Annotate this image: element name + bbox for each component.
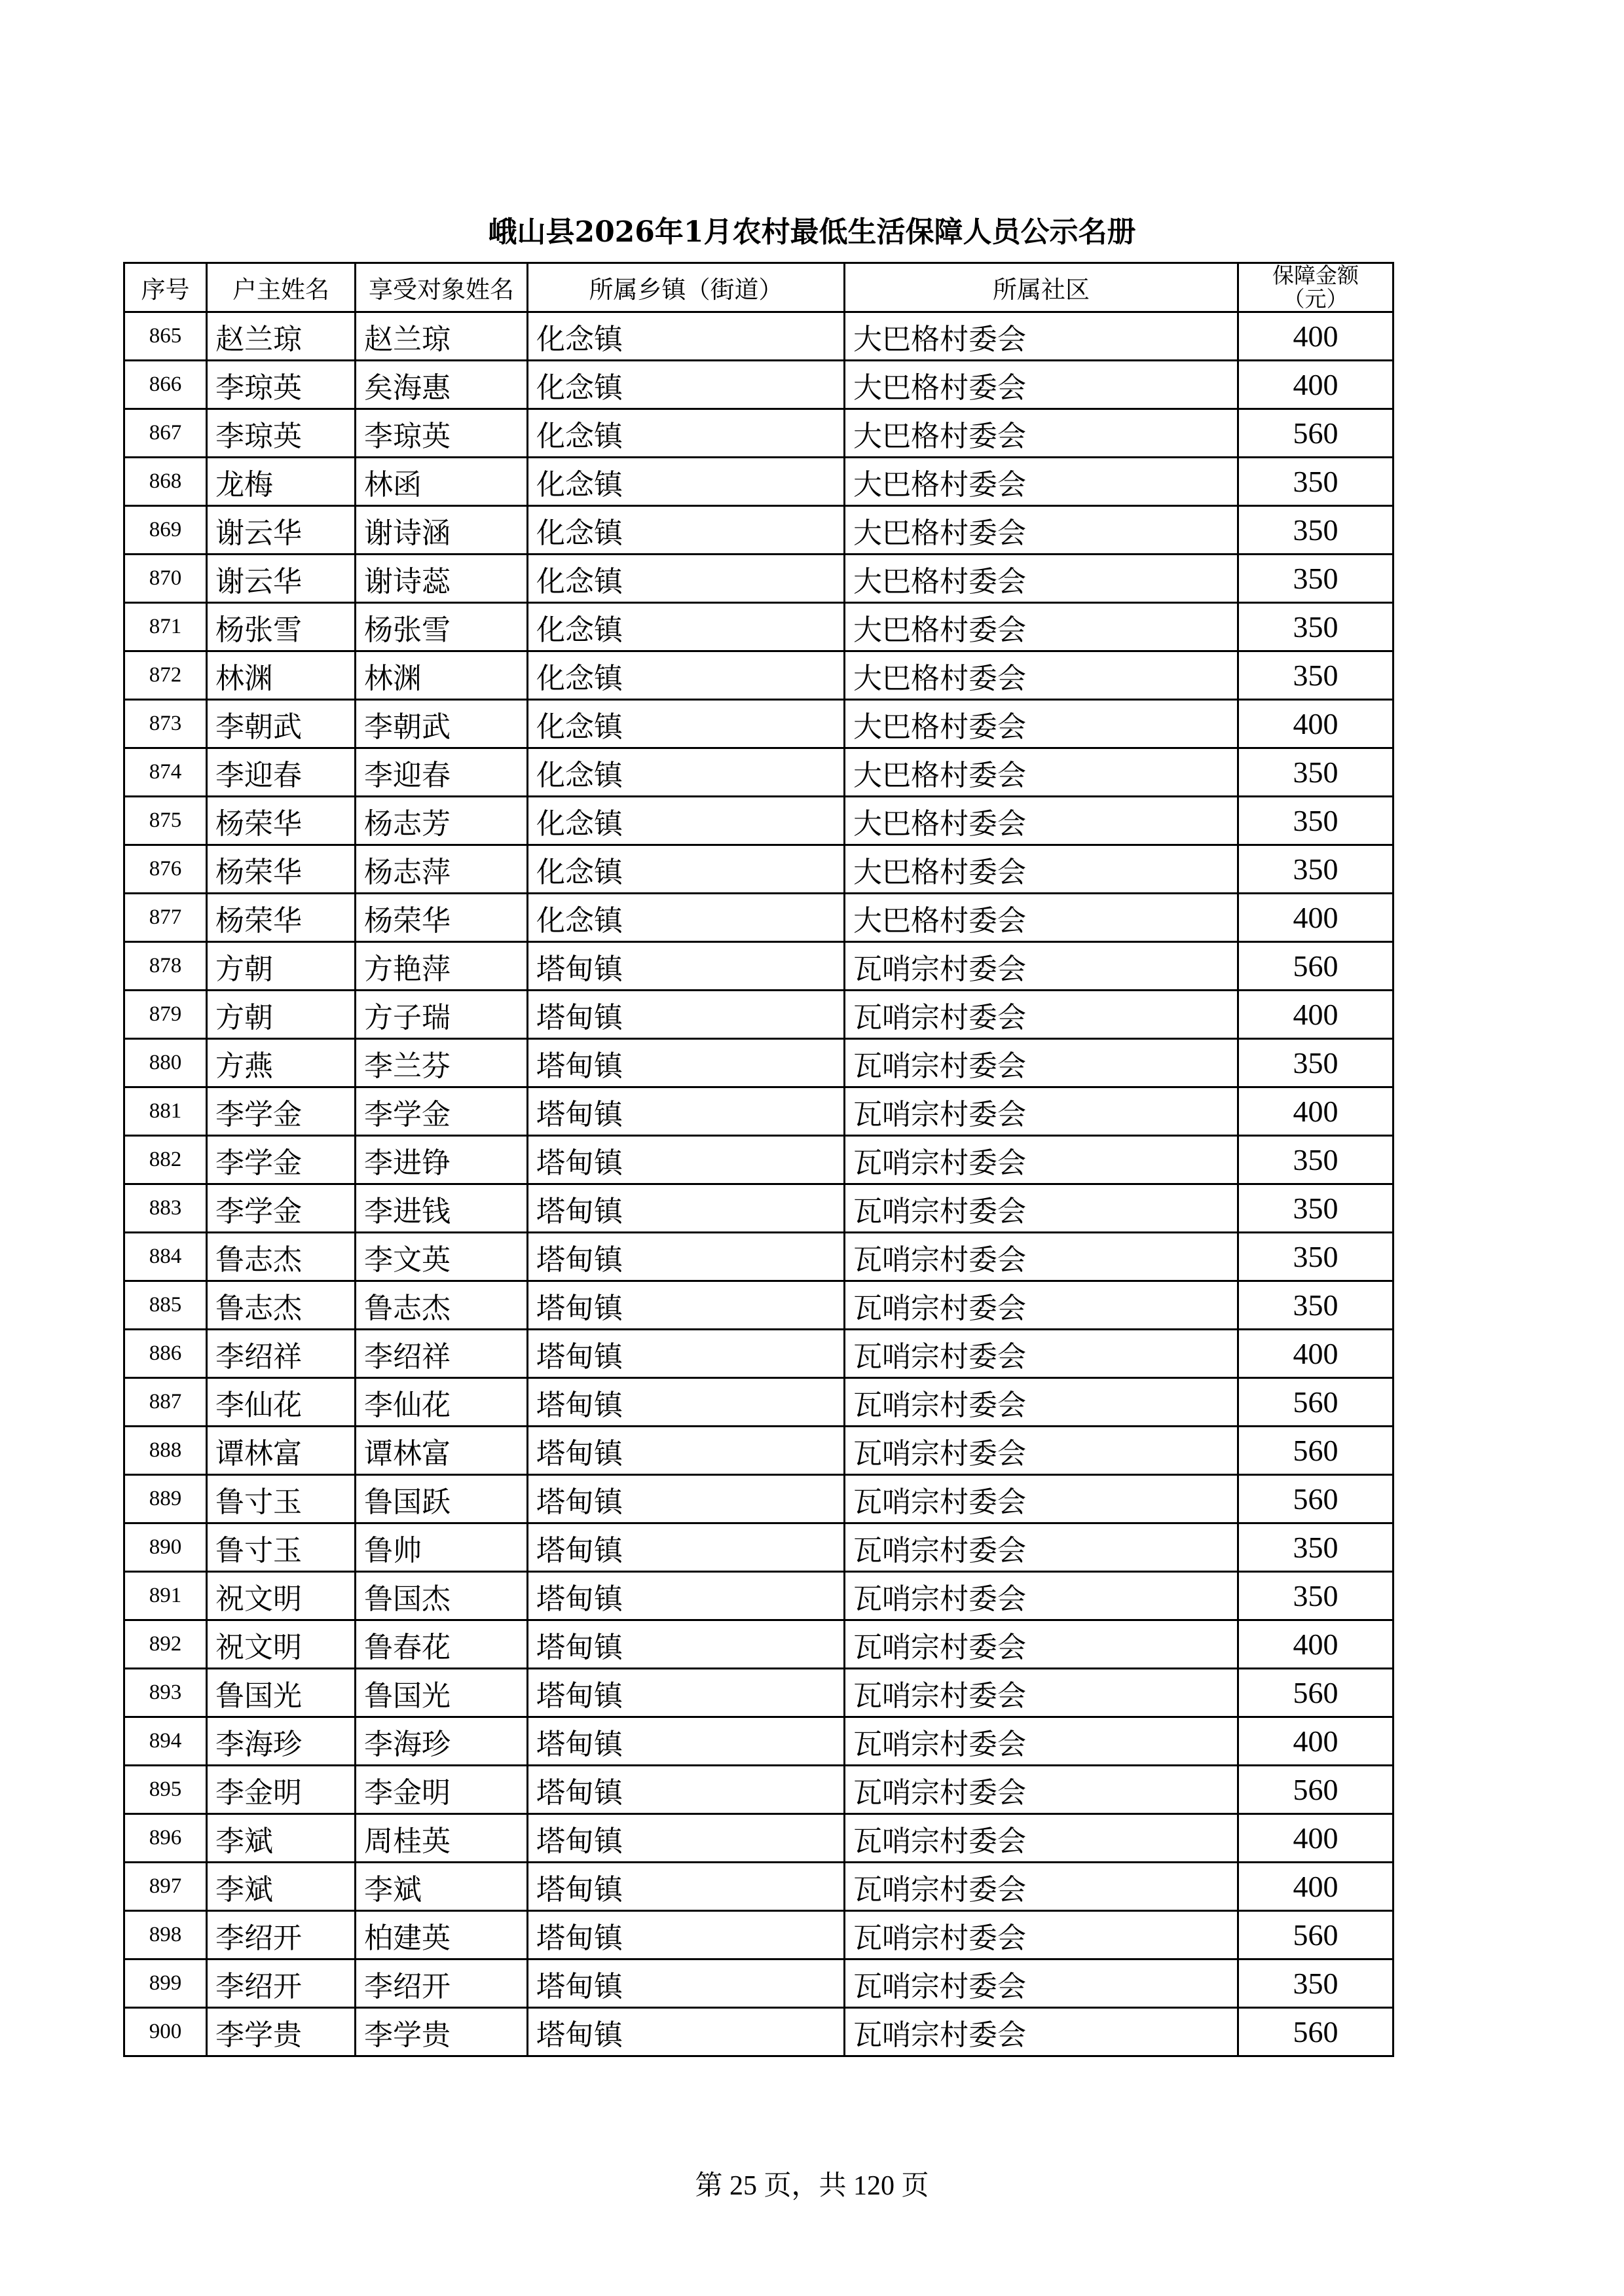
cell-town: 化念镇: [528, 700, 845, 748]
cell-amount: 400: [1238, 1717, 1393, 1766]
cell-amount: 400: [1238, 991, 1393, 1039]
cell-amount: 350: [1238, 1233, 1393, 1281]
table-row: [124, 2008, 1393, 2056]
cell-community: 瓦哨宗村委会: [845, 1911, 1238, 1959]
table-row: [124, 1233, 1393, 1281]
cell-beneficiary-name: 林函: [356, 458, 528, 506]
cell-beneficiary-name: 林渊: [356, 651, 528, 700]
cell-amount: 350: [1238, 1281, 1393, 1330]
cell-beneficiary-name: 周桂英: [356, 1814, 528, 1863]
cell-town: 塔甸镇: [528, 1620, 845, 1669]
table-row: [124, 1717, 1393, 1766]
cell-town: 塔甸镇: [528, 1427, 845, 1475]
cell-beneficiary-name: 李海珍: [356, 1717, 528, 1766]
table-row: [124, 1475, 1393, 1523]
cell-head-name: 方朝: [207, 991, 356, 1039]
cell-beneficiary-name: 杨荣华: [356, 894, 528, 942]
cell-amount: 350: [1238, 1572, 1393, 1620]
cell-amount: 560: [1238, 1911, 1393, 1959]
cell-seq: 886: [124, 1330, 207, 1378]
table-row: [124, 748, 1393, 797]
header-beneficiary-name: 享受对象姓名: [356, 263, 528, 312]
cell-seq: 897: [124, 1863, 207, 1911]
cell-seq: 867: [124, 409, 207, 458]
cell-town: 化念镇: [528, 845, 845, 894]
cell-beneficiary-name: 赵兰琼: [356, 312, 528, 361]
cell-town: 化念镇: [528, 409, 845, 458]
cell-seq: 869: [124, 506, 207, 555]
table-row: [124, 458, 1393, 506]
cell-community: 大巴格村委会: [845, 458, 1238, 506]
cell-seq: 876: [124, 845, 207, 894]
cell-town: 塔甸镇: [528, 1669, 845, 1717]
cell-beneficiary-name: 谢诗涵: [356, 506, 528, 555]
cell-community: 大巴格村委会: [845, 361, 1238, 409]
cell-head-name: 鲁国光: [207, 1669, 356, 1717]
cell-head-name: 谭林富: [207, 1427, 356, 1475]
cell-head-name: 李琼英: [207, 409, 356, 458]
cell-town: 塔甸镇: [528, 1087, 845, 1136]
cell-amount: 350: [1238, 651, 1393, 700]
cell-community: 大巴格村委会: [845, 506, 1238, 555]
cell-amount: 560: [1238, 1427, 1393, 1475]
cell-head-name: 李学金: [207, 1087, 356, 1136]
cell-beneficiary-name: 方子瑞: [356, 991, 528, 1039]
cell-head-name: 李绍祥: [207, 1330, 356, 1378]
cell-head-name: 李学金: [207, 1136, 356, 1184]
cell-town: 化念镇: [528, 506, 845, 555]
cell-seq: 880: [124, 1039, 207, 1087]
cell-seq: 875: [124, 797, 207, 845]
table-row: [124, 1087, 1393, 1136]
cell-amount: 400: [1238, 1863, 1393, 1911]
cell-head-name: 祝文明: [207, 1620, 356, 1669]
cell-seq: 878: [124, 942, 207, 991]
table-row: [124, 506, 1393, 555]
cell-seq: 891: [124, 1572, 207, 1620]
table-row: [124, 942, 1393, 991]
cell-amount: 350: [1238, 1523, 1393, 1572]
cell-seq: 882: [124, 1136, 207, 1184]
table-row: [124, 1959, 1393, 2008]
cell-beneficiary-name: 李进铮: [356, 1136, 528, 1184]
table-row: [124, 1523, 1393, 1572]
table-row: [124, 409, 1393, 458]
cell-beneficiary-name: 鲁帅: [356, 1523, 528, 1572]
cell-head-name: 杨荣华: [207, 845, 356, 894]
cell-seq: 899: [124, 1959, 207, 2008]
cell-amount: 350: [1238, 458, 1393, 506]
cell-community: 瓦哨宗村委会: [845, 942, 1238, 991]
cell-beneficiary-name: 鲁春花: [356, 1620, 528, 1669]
cell-amount: 400: [1238, 1087, 1393, 1136]
table-row: [124, 1184, 1393, 1233]
cell-seq: 895: [124, 1766, 207, 1814]
cell-beneficiary-name: 鲁国光: [356, 1669, 528, 1717]
cell-town: 塔甸镇: [528, 1814, 845, 1863]
cell-community: 大巴格村委会: [845, 797, 1238, 845]
cell-head-name: 谢云华: [207, 555, 356, 603]
header-amount-line1: 保障金额: [1272, 263, 1359, 288]
roster-table: [123, 262, 1394, 2057]
cell-community: 瓦哨宗村委会: [845, 1233, 1238, 1281]
header-town: 所属乡镇（街道）: [528, 263, 845, 312]
cell-seq: 883: [124, 1184, 207, 1233]
cell-amount: 350: [1238, 1184, 1393, 1233]
cell-amount: 350: [1238, 506, 1393, 555]
cell-head-name: 方朝: [207, 942, 356, 991]
table-row: [124, 361, 1393, 409]
cell-beneficiary-name: 谭林富: [356, 1427, 528, 1475]
header-head-name: 户主姓名: [207, 263, 356, 312]
cell-head-name: 李学金: [207, 1184, 356, 1233]
table-row: [124, 1669, 1393, 1717]
cell-community: 瓦哨宗村委会: [845, 1330, 1238, 1378]
cell-town: 塔甸镇: [528, 1717, 845, 1766]
cell-town: 塔甸镇: [528, 1039, 845, 1087]
page-footer: 第 25 页，共 120 页: [695, 2171, 929, 2201]
cell-head-name: 谢云华: [207, 506, 356, 555]
table-row: [124, 651, 1393, 700]
cell-community: 瓦哨宗村委会: [845, 1959, 1238, 2008]
cell-amount: 350: [1238, 555, 1393, 603]
cell-amount: 560: [1238, 942, 1393, 991]
cell-community: 大巴格村委会: [845, 312, 1238, 361]
cell-head-name: 李斌: [207, 1863, 356, 1911]
cell-town: 塔甸镇: [528, 1766, 845, 1814]
cell-community: 瓦哨宗村委会: [845, 1572, 1238, 1620]
cell-town: 塔甸镇: [528, 991, 845, 1039]
cell-community: 瓦哨宗村委会: [845, 1184, 1238, 1233]
cell-community: 瓦哨宗村委会: [845, 991, 1238, 1039]
cell-head-name: 鲁寸玉: [207, 1475, 356, 1523]
cell-beneficiary-name: 杨志芳: [356, 797, 528, 845]
cell-seq: 898: [124, 1911, 207, 1959]
cell-head-name: 鲁志杰: [207, 1233, 356, 1281]
cell-seq: 889: [124, 1475, 207, 1523]
cell-town: 塔甸镇: [528, 1911, 845, 1959]
cell-community: 瓦哨宗村委会: [845, 1717, 1238, 1766]
cell-town: 塔甸镇: [528, 1330, 845, 1378]
cell-community: 大巴格村委会: [845, 894, 1238, 942]
cell-seq: 887: [124, 1378, 207, 1427]
cell-town: 化念镇: [528, 312, 845, 361]
cell-seq: 894: [124, 1717, 207, 1766]
cell-amount: 350: [1238, 845, 1393, 894]
cell-beneficiary-name: 鲁国跃: [356, 1475, 528, 1523]
cell-amount: 560: [1238, 1378, 1393, 1427]
cell-community: 大巴格村委会: [845, 603, 1238, 651]
cell-seq: 877: [124, 894, 207, 942]
cell-seq: 900: [124, 2008, 207, 2056]
cell-community: 瓦哨宗村委会: [845, 1620, 1238, 1669]
cell-seq: 872: [124, 651, 207, 700]
cell-town: 化念镇: [528, 458, 845, 506]
cell-seq: 871: [124, 603, 207, 651]
cell-head-name: 李朝武: [207, 700, 356, 748]
cell-town: 塔甸镇: [528, 1184, 845, 1233]
cell-community: 瓦哨宗村委会: [845, 1281, 1238, 1330]
table-row: [124, 1427, 1393, 1475]
cell-seq: 893: [124, 1669, 207, 1717]
cell-community: 大巴格村委会: [845, 651, 1238, 700]
cell-town: 化念镇: [528, 361, 845, 409]
cell-seq: 874: [124, 748, 207, 797]
cell-head-name: 杨荣华: [207, 894, 356, 942]
cell-beneficiary-name: 鲁志杰: [356, 1281, 528, 1330]
cell-seq: 888: [124, 1427, 207, 1475]
cell-beneficiary-name: 杨张雪: [356, 603, 528, 651]
header-seq: 序号: [124, 263, 207, 312]
cell-town: 塔甸镇: [528, 1863, 845, 1911]
cell-beneficiary-name: 矣海惠: [356, 361, 528, 409]
cell-amount: 350: [1238, 603, 1393, 651]
cell-head-name: 鲁寸玉: [207, 1523, 356, 1572]
table-row: [124, 1330, 1393, 1378]
cell-amount: 400: [1238, 1814, 1393, 1863]
table-row: [124, 1039, 1393, 1087]
cell-seq: 873: [124, 700, 207, 748]
cell-community: 瓦哨宗村委会: [845, 1523, 1238, 1572]
cell-seq: 866: [124, 361, 207, 409]
cell-beneficiary-name: 李进钱: [356, 1184, 528, 1233]
cell-beneficiary-name: 谢诗蕊: [356, 555, 528, 603]
cell-head-name: 方燕: [207, 1039, 356, 1087]
cell-head-name: 李绍开: [207, 1959, 356, 2008]
header-amount: [1238, 263, 1393, 312]
cell-beneficiary-name: 李斌: [356, 1863, 528, 1911]
table-row: [124, 700, 1393, 748]
table-header-row: [124, 263, 1393, 312]
table-row: [124, 1911, 1393, 1959]
table-row: [124, 1136, 1393, 1184]
cell-community: 瓦哨宗村委会: [845, 1766, 1238, 1814]
cell-amount: 400: [1238, 1330, 1393, 1378]
table-row: [124, 312, 1393, 361]
cell-beneficiary-name: 李琼英: [356, 409, 528, 458]
cell-amount: 560: [1238, 1766, 1393, 1814]
cell-beneficiary-name: 方艳萍: [356, 942, 528, 991]
cell-head-name: 杨张雪: [207, 603, 356, 651]
table-row: [124, 894, 1393, 942]
cell-seq: 896: [124, 1814, 207, 1863]
cell-town: 化念镇: [528, 748, 845, 797]
cell-amount: 350: [1238, 1039, 1393, 1087]
cell-town: 化念镇: [528, 797, 845, 845]
table-row: [124, 1766, 1393, 1814]
cell-seq: 885: [124, 1281, 207, 1330]
cell-amount: 400: [1238, 312, 1393, 361]
cell-amount: 350: [1238, 748, 1393, 797]
cell-amount: 350: [1238, 1136, 1393, 1184]
cell-head-name: 李海珍: [207, 1717, 356, 1766]
cell-amount: 560: [1238, 409, 1393, 458]
table-row: [124, 991, 1393, 1039]
cell-town: 化念镇: [528, 894, 845, 942]
cell-community: 瓦哨宗村委会: [845, 1669, 1238, 1717]
cell-town: 塔甸镇: [528, 1378, 845, 1427]
cell-community: 瓦哨宗村委会: [845, 1863, 1238, 1911]
table-row: [124, 1281, 1393, 1330]
cell-beneficiary-name: 李朝武: [356, 700, 528, 748]
cell-community: 大巴格村委会: [845, 700, 1238, 748]
table-row: [124, 1814, 1393, 1863]
cell-head-name: 李学贵: [207, 2008, 356, 2056]
cell-town: 化念镇: [528, 555, 845, 603]
cell-beneficiary-name: 鲁国杰: [356, 1572, 528, 1620]
cell-head-name: 李迎春: [207, 748, 356, 797]
cell-head-name: 李斌: [207, 1814, 356, 1863]
cell-head-name: 李琼英: [207, 361, 356, 409]
cell-community: 瓦哨宗村委会: [845, 1814, 1238, 1863]
header-amount-line2: （元）: [1283, 286, 1348, 312]
cell-seq: 892: [124, 1620, 207, 1669]
cell-amount: 400: [1238, 361, 1393, 409]
cell-head-name: 龙梅: [207, 458, 356, 506]
cell-beneficiary-name: 李学金: [356, 1087, 528, 1136]
cell-amount: 350: [1238, 1959, 1393, 2008]
cell-amount: 400: [1238, 1620, 1393, 1669]
cell-town: 塔甸镇: [528, 1281, 845, 1330]
cell-community: 瓦哨宗村委会: [845, 1087, 1238, 1136]
cell-beneficiary-name: 李文英: [356, 1233, 528, 1281]
cell-beneficiary-name: 杨志萍: [356, 845, 528, 894]
cell-community: 大巴格村委会: [845, 748, 1238, 797]
cell-amount: 560: [1238, 1475, 1393, 1523]
table-row: [124, 555, 1393, 603]
cell-town: 塔甸镇: [528, 1523, 845, 1572]
cell-seq: 879: [124, 991, 207, 1039]
cell-seq: 881: [124, 1087, 207, 1136]
page-title: 峨山县2026年1月农村最低生活保障人员公示名册: [488, 215, 1136, 249]
cell-community: 瓦哨宗村委会: [845, 1039, 1238, 1087]
cell-community: 大巴格村委会: [845, 409, 1238, 458]
cell-head-name: 杨荣华: [207, 797, 356, 845]
cell-community: 大巴格村委会: [845, 845, 1238, 894]
cell-seq: 868: [124, 458, 207, 506]
cell-amount: 350: [1238, 797, 1393, 845]
cell-seq: 870: [124, 555, 207, 603]
table-row: [124, 603, 1393, 651]
table-row: [124, 1378, 1393, 1427]
cell-head-name: 林渊: [207, 651, 356, 700]
cell-head-name: 李绍开: [207, 1911, 356, 1959]
cell-town: 化念镇: [528, 603, 845, 651]
table-row: [124, 1620, 1393, 1669]
cell-amount: 400: [1238, 700, 1393, 748]
cell-beneficiary-name: 李仙花: [356, 1378, 528, 1427]
cell-beneficiary-name: 李绍开: [356, 1959, 528, 2008]
cell-town: 塔甸镇: [528, 942, 845, 991]
cell-amount: 400: [1238, 894, 1393, 942]
table-row: [124, 1572, 1393, 1620]
cell-town: 塔甸镇: [528, 1233, 845, 1281]
cell-community: 瓦哨宗村委会: [845, 2008, 1238, 2056]
cell-seq: 890: [124, 1523, 207, 1572]
cell-town: 塔甸镇: [528, 2008, 845, 2056]
cell-community: 瓦哨宗村委会: [845, 1136, 1238, 1184]
cell-beneficiary-name: 李迎春: [356, 748, 528, 797]
cell-town: 化念镇: [528, 651, 845, 700]
cell-community: 大巴格村委会: [845, 555, 1238, 603]
cell-seq: 865: [124, 312, 207, 361]
cell-community: 瓦哨宗村委会: [845, 1427, 1238, 1475]
cell-amount: 560: [1238, 2008, 1393, 2056]
table-row: [124, 1863, 1393, 1911]
cell-beneficiary-name: 柏建英: [356, 1911, 528, 1959]
cell-town: 塔甸镇: [528, 1475, 845, 1523]
cell-head-name: 祝文明: [207, 1572, 356, 1620]
cell-head-name: 赵兰琼: [207, 312, 356, 361]
cell-head-name: 鲁志杰: [207, 1281, 356, 1330]
cell-seq: 884: [124, 1233, 207, 1281]
cell-town: 塔甸镇: [528, 1572, 845, 1620]
table-row: [124, 845, 1393, 894]
cell-beneficiary-name: 李绍祥: [356, 1330, 528, 1378]
cell-beneficiary-name: 李兰芬: [356, 1039, 528, 1087]
cell-community: 瓦哨宗村委会: [845, 1475, 1238, 1523]
header-community: 所属社区: [845, 263, 1238, 312]
cell-town: 塔甸镇: [528, 1959, 845, 2008]
cell-head-name: 李仙花: [207, 1378, 356, 1427]
cell-beneficiary-name: 李学贵: [356, 2008, 528, 2056]
cell-community: 瓦哨宗村委会: [845, 1378, 1238, 1427]
cell-amount: 560: [1238, 1669, 1393, 1717]
cell-town: 塔甸镇: [528, 1136, 845, 1184]
cell-beneficiary-name: 李金明: [356, 1766, 528, 1814]
table-row: [124, 797, 1393, 845]
cell-head-name: 李金明: [207, 1766, 356, 1814]
